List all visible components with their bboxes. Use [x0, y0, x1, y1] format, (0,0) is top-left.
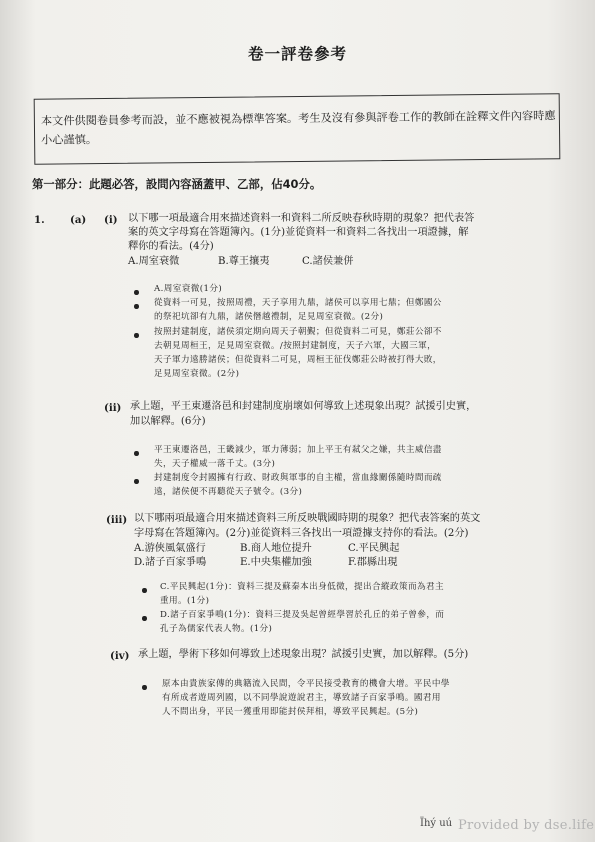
answer-i-2-line-2: 的祭祀坑卻有九鼎，諸侯僭越禮制，足見周室衰微。(2分) [154, 312, 384, 322]
question-i-line-1: 以下哪一項最適合用來描述資料一和資料二所反映春秋時期的現象？把代表答 [128, 213, 475, 224]
question-iv-line-1: 承上題，學術下移如何導致上述現象出現？試援引史實，加以解釋。(5分) [138, 649, 469, 660]
option-iii-d: D.諸子百家爭鳴 [134, 557, 207, 568]
bullet [134, 304, 139, 309]
option-iii-a: A.游俠風氣盛行 [134, 543, 206, 554]
question-ii-line-2: 加以解釋。(6分) [130, 416, 206, 427]
answer-i-1: A.周室衰微(1分) [154, 284, 223, 294]
answer-iv-line-3: 人不問出身，平民一獲重用即能封侯拜相，導致平民興起。(5分) [162, 707, 419, 717]
sub-question-i-label: (i) [104, 214, 118, 226]
option-iii-f: F.郡縣出現 [348, 557, 398, 568]
answer-i-3-line-3: 天子軍力遠勝諸侯；但從資料二可見，周桓王征伐鄭莊公時被打得大敗， [154, 355, 442, 365]
answer-i-3-line-4: 足見周室衰微。(2分) [154, 369, 240, 379]
question-i-line-2: 案的英文字母寫在答題簿內。(1分)並從資料一和資料二各找出一項證據，解 [128, 227, 469, 238]
answer-iii-1-line-2: 重用。(1分) [160, 596, 210, 606]
answer-iii-1-line-1: C.平民興起(1分)：資料三提及蘇秦本出身低微，提出合縱政策而為君主 [160, 582, 444, 592]
answer-ii-1-line-1: 平王東遷洛邑，王畿減少，軍力薄弱；加上平王有弒父之嫌，共主威信盡 [154, 445, 442, 455]
answer-ii-1-line-2: 失，天子權威一落千丈。(3分) [154, 459, 276, 469]
bullet [142, 616, 147, 621]
answer-iv-line-1: 原本由貴族家傳的典籍流入民間，令平民接受教育的機會大增。平民中學 [162, 679, 450, 689]
bullet [134, 290, 139, 295]
answer-i-3-line-2: 去朝見周桓王，足見周室衰微。/按照封建制度，天子六軍，大國三軍， [154, 341, 437, 351]
part-one-header: 第一部分：此題必答，設問內容涵蓋甲、乙部，佔40分。 [32, 177, 322, 191]
question-number: 1. [34, 214, 45, 226]
bullet [142, 685, 147, 690]
watermark: Provided by dse.life [458, 818, 595, 833]
answer-ii-2-line-2: 遠，諸侯便不再聽從天子號令。(3分) [154, 487, 303, 497]
answer-iii-2-line-1: D.諸子百家爭鳴(1分)：資料三提及吳起曾經學習於孔丘的弟子曾參，而 [160, 610, 445, 620]
footer-mark: Ïhý uú [420, 818, 453, 829]
document-title: 卷一評卷參考 [247, 45, 347, 63]
bullet [134, 479, 139, 484]
option-c: C.諸侯兼併 [302, 256, 354, 267]
sub-part-a: (a) [70, 214, 87, 226]
sub-question-iii-label: (iii) [106, 514, 128, 526]
question-iii-line-2: 字母寫在答題簿內。(2分)並從資料三各找出一項證據支持你的看法。(2分) [134, 528, 469, 539]
answer-iii-2-line-2: 孔子為儒家代表人物。(1分) [160, 624, 273, 634]
notice-text: 本文件供閱卷員參考而設，並不應被視為標準答案。考生及沒有參與評卷工作的教師在詮釋文件內容時應小心謹慎。 [40, 109, 556, 147]
answer-iv-line-2: 有所成者遊周列國，以不同學說遊說君主，導致諸子百家爭鳴。國君用 [162, 693, 441, 703]
option-iii-c: C.平民興起 [348, 543, 400, 554]
question-iii-line-1: 以下哪兩項最適合用來描述資料三所反映戰國時期的現象？把代表答案的英文 [134, 513, 481, 524]
answer-i-3-line-1: 按照封建制度，諸侯須定期向周天子朝覲；但從資料二可見，鄭莊公卻不 [154, 327, 442, 337]
bullet [134, 333, 139, 338]
question-ii-line-1: 承上題，平王東遷洛邑和封建制度崩壞如何導致上述現象出現？試援引史實， [130, 401, 477, 412]
notice-box [34, 93, 561, 165]
question-i-line-3: 釋你的看法。(4分) [128, 241, 214, 252]
sub-question-ii-label: (ii) [104, 402, 122, 414]
option-iii-e: E.中央集權加強 [240, 557, 312, 568]
answer-ii-2-line-1: 封建制度令封國擁有行政、財政與軍事的自主權，當血緣關係隨時間而疏 [154, 473, 442, 483]
option-iii-b: B.商人地位提升 [240, 543, 312, 554]
option-b: B.尊王攘夷 [218, 256, 270, 267]
bullet [142, 588, 147, 593]
sub-question-iv-label: (iv) [110, 650, 130, 662]
bullet [134, 451, 139, 456]
answer-i-2-line-1: 從資料一可見，按照周禮，天子享用九鼎，諸侯可以享用七鼎；但鄭國公 [154, 298, 442, 308]
option-a: A.周室衰微 [128, 256, 180, 267]
